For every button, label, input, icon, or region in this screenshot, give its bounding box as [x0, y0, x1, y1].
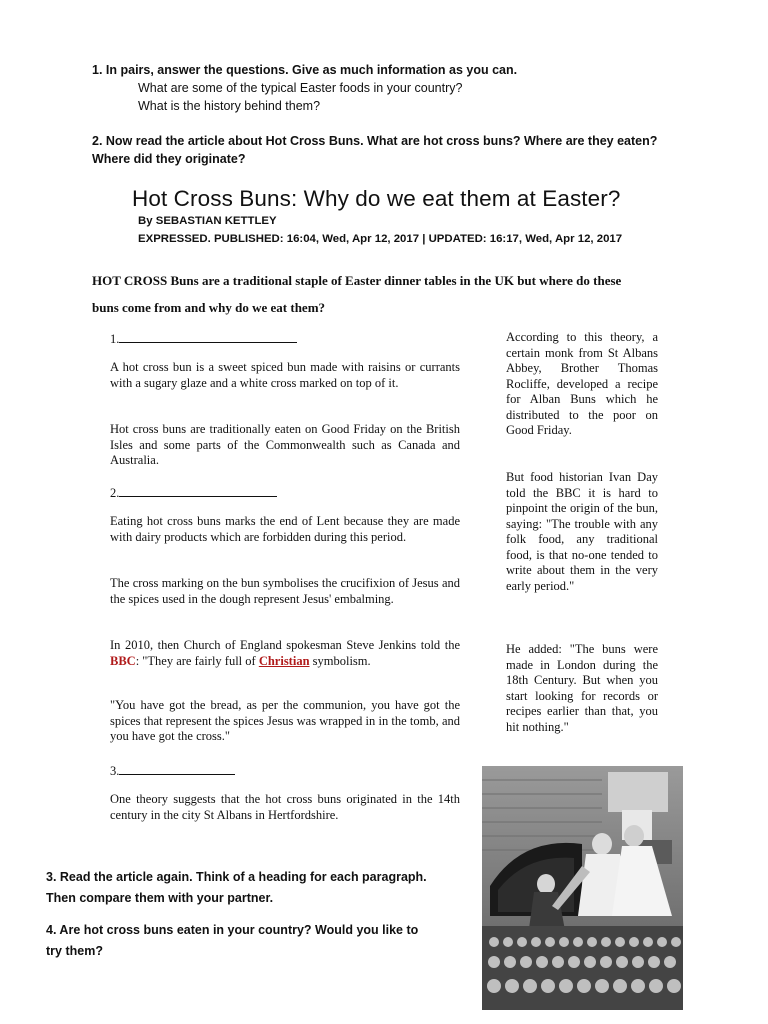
paragraph-5-text-a: In 2010, then Church of England spokesman Steve Jenkins told the — [110, 638, 460, 652]
article-lead-2: buns come from and why do we eat them? — [92, 300, 326, 315]
bakery-photo-illustration — [482, 766, 683, 1010]
question-1-heading: 1. In pairs, answer the questions. Give as much information as you can. — [92, 63, 518, 77]
gap-number: 1. — [110, 332, 120, 346]
gap-line[interactable] — [119, 762, 235, 775]
right-paragraph-1: According to this theory, a certain monk from St Albans Abbey, Brother Thomas Rocliffe, developed a recipe for Alban Buns which he distributed to the poor on Good Friday. — [506, 330, 658, 437]
article-lead-1: HOT CROSS Buns are a traditional staple of Easter dinner tables in the UK but where do these — [92, 273, 622, 288]
bakery-photo — [482, 766, 683, 1010]
article-byline: By SEBASTIAN KETTLEY — [138, 215, 277, 227]
question-3-line-2: Then compare them with your partner. — [46, 891, 274, 905]
question-4-line-2: try them? — [46, 944, 103, 958]
bbc-link[interactable]: BBC — [110, 653, 136, 668]
gap-line[interactable] — [119, 484, 277, 497]
question-1-sub-2: What is the history behind them? — [138, 99, 321, 113]
question-4-line-1: 4. Are hot cross buns eaten in your country? Would you like to — [46, 923, 419, 937]
paragraph-5 — [110, 638, 460, 669]
christian-link[interactable]: Christian — [258, 653, 310, 668]
right-paragraph-3: He added: "The buns were made in London during the 18th Century. But when you start looking for records or recipes earlier than that, you hit nothing." — [506, 642, 658, 734]
heading-gap-1[interactable] — [110, 330, 297, 348]
gap-number: 2. — [110, 486, 120, 500]
paragraph-4: The cross marking on the bun symbolises the crucifixion of Jesus and the spices used in the dough represent Jesus' embalming. — [110, 576, 460, 606]
paragraph-5-text-c: symbolism. — [309, 653, 371, 668]
question-2-line-1: 2. Now read the article about Hot Cross Buns. What are hot cross buns? Where are they eaten? — [92, 134, 658, 148]
right-paragraph-2: But food historian Ivan Day told the BBC it is hard to pinpoint the origin of the bun, saying: "The trouble with any folk food, any traditional food, is that no-one tended to write about them in the very early period." — [506, 470, 658, 593]
question-2-line-2: Where did they originate? — [92, 152, 246, 166]
paragraph-5-text-b: : "They are fairly full of — [135, 653, 256, 668]
article-published: EXPRESSED. PUBLISHED: 16:04, Wed, Apr 12, 2017 | UPDATED: 16:17, Wed, Apr 12, 2017 — [138, 233, 623, 245]
heading-gap-2[interactable] — [110, 484, 277, 502]
paragraph-2: Hot cross buns are traditionally eaten on Good Friday on the British Isles and some parts of the Commonwealth such as Canada and Australia. — [110, 422, 460, 467]
gap-number: 3. — [110, 764, 120, 778]
question-1-sub-1: What are some of the typical Easter foods in your country? — [138, 81, 463, 95]
paragraph-3: Eating hot cross buns marks the end of Lent because they are made with dairy products which are forbidden during this period. — [110, 514, 460, 544]
paragraph-6: "You have got the bread, as per the communion, you have got the spices that represent the spices Jesus was wrapped in in the tomb, and you have got the cross." — [110, 698, 460, 743]
gap-line[interactable] — [119, 330, 297, 343]
heading-gap-3[interactable] — [110, 762, 235, 780]
paragraph-1: A hot cross bun is a sweet spiced bun made with raisins or currants with a sugary glaze and a white cross marked on top of it. — [110, 360, 460, 390]
question-3-line-1: 3. Read the article again. Think of a heading for each paragraph. — [46, 870, 427, 884]
paragraph-7: One theory suggests that the hot cross buns originated in the 14th century in the city St Albans in Hertfordshire. — [110, 792, 460, 822]
article-title: Hot Cross Buns: Why do we eat them at Easter? — [132, 186, 621, 211]
